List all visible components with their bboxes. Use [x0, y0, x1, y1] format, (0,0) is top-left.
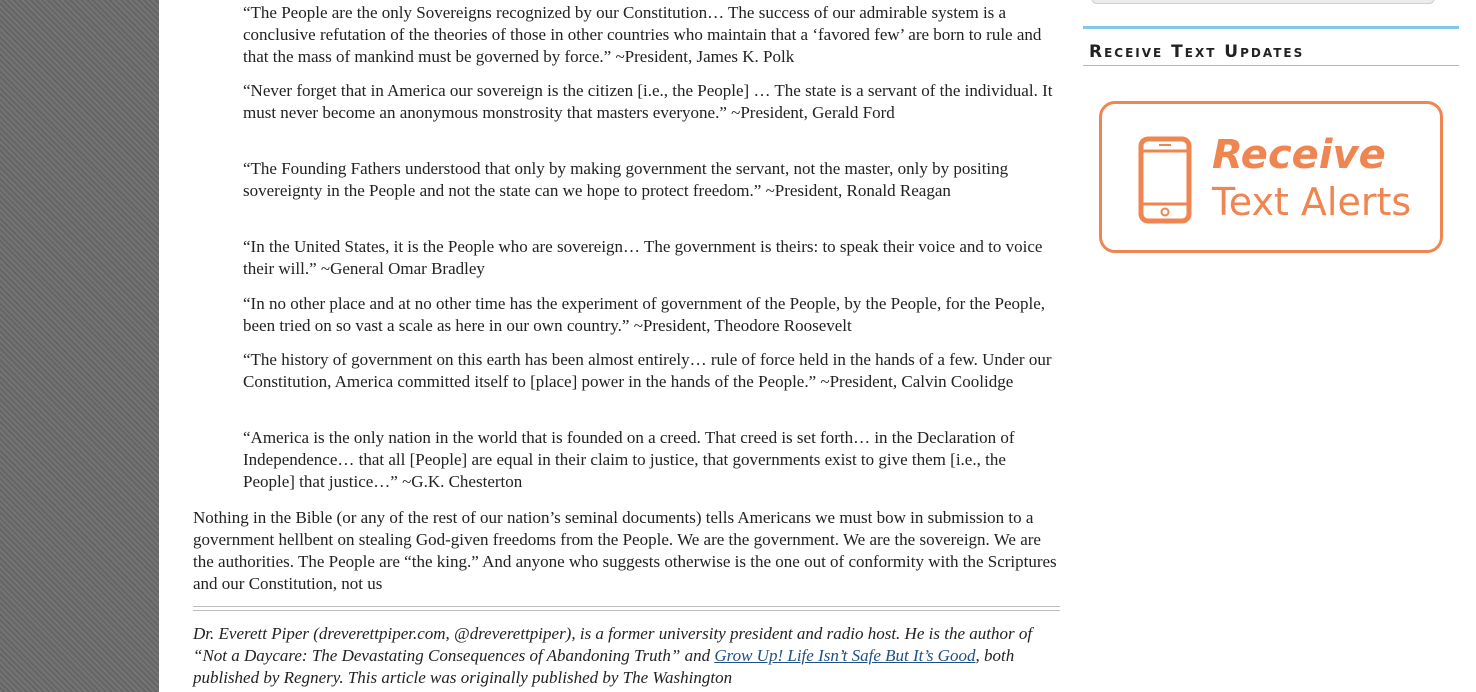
article-body: [159, 0, 1071, 692]
receive-text-alerts-button[interactable]: [1099, 101, 1443, 253]
left-gutter-background: [0, 0, 159, 692]
bio-text-end: , both published by Regnery. This article was originally published by The Washington: [193, 646, 1015, 687]
quote-ford: “Never forget that in America our sovereign is the citizen [i.e., the People] … The state is a servant of the individual. It must never become an anonymous monstrosity that masters everyone.” ~President, Gerald Ford: [243, 81, 1053, 122]
quote-chesterton: “America is the only nation in the world that is founded on a creed. That creed is set forth… in the Declaration of Independence… that all [People] are equal in their claim to justice, that governments exist to give them [i.e., the People] that justice…” ~G.K. Chesterton: [243, 428, 1015, 491]
sidebar: [1083, 0, 1459, 692]
quote-polk: “The People are the only Sovereigns recognized by our Constitution… The success of our admirable system is a conclusive refutation of the theories of those in other countries who maintain that a ‘favored few’ are born to rule and that the mass of mankind must be governed by force.” ~President, James K. Polk: [243, 3, 1042, 66]
book-link[interactable]: Grow Up! Life Isn’t Safe But It’s Good: [714, 646, 976, 665]
quote-bradley: “In the United States, it is the People who are sovereign… The government is theirs: to speak their voice and to voice their will.” ~General Omar Bradley: [243, 237, 1043, 278]
widget-title-text-updates: Receive Text Updates: [1083, 26, 1459, 66]
quote-reagan: “The Founding Fathers understood that only by making government the servant, not the master, only by positing sovereignty in the People and not the state can we hope to protect freedom.” ~President, Ronald Reagan: [243, 159, 1009, 200]
closing-paragraph: Nothing in the Bible (or any of the rest of our nation’s seminal documents) tells Americans we must bow in submission to a government hellbent on stealing God-given freedoms from the People. We are the government. We are the sovereign. We are the authorities. The People are “the king.” And anyone who suggests otherwise is the one out of conformity with the Scriptures and our Constitution, not us: [193, 508, 1057, 593]
quote-roosevelt: “In no other place and at no other time has the experiment of government of the People, by the People, for the People, been tried on so vast a scale as here in our own country.” ~President, Theodore Roosevelt: [243, 294, 1046, 335]
bio-text-start: Dr. Everett Piper (dreverettpiper.com, @dreverettpiper), is a former university president and radio host. He is the author of “Not a Daycare: The Devastating Consequences of Abandoning Truth” and: [193, 624, 1033, 665]
phone-icon: [1138, 136, 1192, 224]
sidebar-top-widget: [1091, 0, 1435, 4]
quote-coolidge: “The history of government on this earth has been almost entirely… rule of force held in the hands of a few. Under our Constitution, America committed itself to [place] power in the hands of the People.” ~President, Calvin Coolidge: [243, 350, 1052, 391]
article-divider: [193, 606, 1060, 611]
author-bio: [193, 623, 1061, 689]
alerts-button-line1: Receive: [1212, 132, 1386, 178]
alerts-button-line2: Text Alerts: [1212, 180, 1412, 224]
